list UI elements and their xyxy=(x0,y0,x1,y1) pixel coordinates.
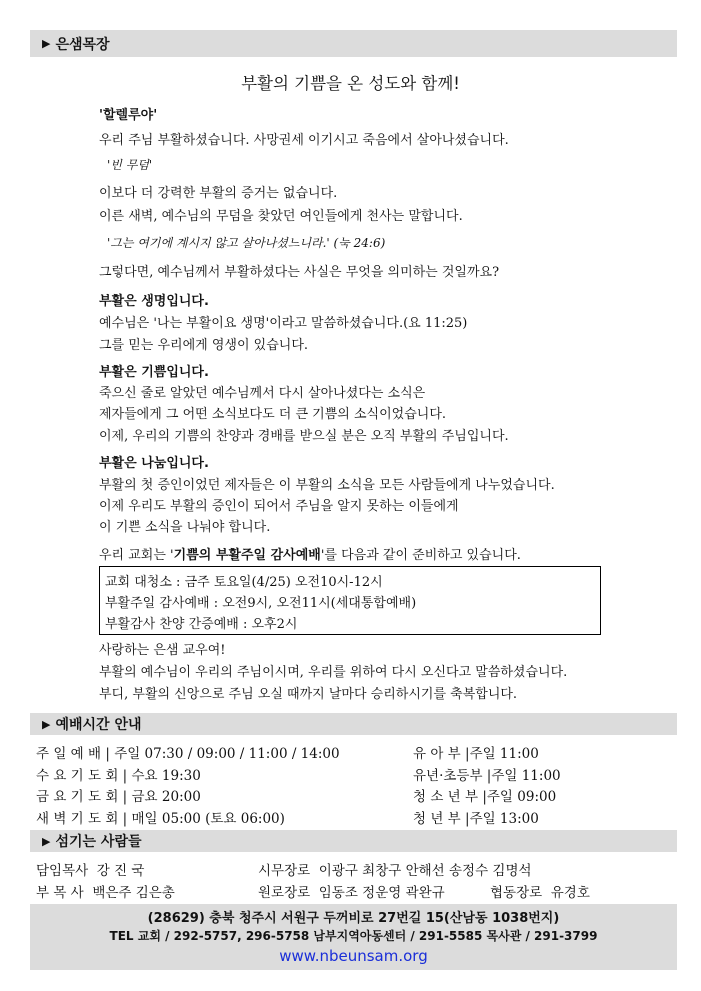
section-title: 예배시간 안내 xyxy=(55,717,142,733)
worship-row: 주 일 예 배 | 주일 07:30 / 09:00 / 11:00 / 14:00 xyxy=(36,746,340,762)
point-line: 죽으신 줄로 알았던 예수님께서 다시 살아나셨다는 소식은 xyxy=(99,386,426,401)
section-title: 섬기는 사람들 xyxy=(55,834,142,850)
staff-associate: 부 목 사 백은주 김은총 xyxy=(36,885,175,901)
intro-line: 이보다 더 강력한 부활의 증거는 없습니다. xyxy=(99,186,338,201)
intro-line: 우리 주님 부활하셨습니다. 사망권세 이기시고 죽음에서 살아나셨습니다. xyxy=(99,133,509,148)
intro-question: 그렇다면, 예수님께서 부활하셨다는 사실은 무엇을 의미하는 것일까요? xyxy=(99,265,500,280)
empty-tomb-heading: '빈 무덤' xyxy=(107,158,153,172)
staff-pastor: 담임목사 강 진 국 xyxy=(36,863,145,879)
point-heading: 부활은 나눔입니다. xyxy=(99,456,209,471)
section-header-eunsam xyxy=(30,30,677,57)
closing-line: 부디, 부활의 신앙으로 주님 오실 때까지 날마다 승리하시기를 축복합니다. xyxy=(99,687,518,702)
worship-row: 청 소 년 부 |주일 09:00 xyxy=(413,789,557,805)
point-line: 이 기쁜 소식을 나눠야 합니다. xyxy=(99,520,271,535)
section-title: 은샘목장 xyxy=(55,36,110,53)
hallelujah-heading: '할렐루야' xyxy=(99,108,158,123)
point-line: 이제, 우리의 기쁨의 찬양과 경배를 받으실 분은 오직 부활의 주님입니다. xyxy=(99,429,509,444)
worship-row: 유년·초등부 |주일 11:00 xyxy=(413,768,561,784)
prep-line: 우리 교회는 '기쁨의 부활주일 감사예배'를 다음과 같이 준비하고 있습니다. xyxy=(99,548,521,563)
box-line: 부활주일 감사예배 : 오전9시, 오전11시(세대통합예배) xyxy=(105,596,417,611)
scripture-quote: '그는 여기에 계시지 않고 살아나셨느니라.' (눅 24:6) xyxy=(107,236,386,250)
intro-line: 이른 새벽, 예수님의 무덤을 찾았던 여인들에게 천사는 말합니다. xyxy=(99,209,463,224)
page-title: 부활의 기쁨을 온 성도와 함께! xyxy=(241,74,460,93)
staff-elders: 시무장로 이광구 최창구 안해선 송정수 김명석 xyxy=(258,863,532,879)
point-line: 부활의 첫 증인이었던 제자들은 이 부활의 소식을 모든 사람들에게 나누었습니다. xyxy=(99,478,555,493)
section-header-worship xyxy=(30,713,677,735)
box-line: 교회 대청소 : 금주 토요일(4/25) 오전10시-12시 xyxy=(105,575,383,590)
point-line: 그를 믿는 우리에게 영생이 있습니다. xyxy=(99,338,309,353)
point-line: 제자들에게 그 어떤 소식보다도 더 큰 기쁨의 소식이었습니다. xyxy=(99,407,447,422)
worship-row: 청 년 부 |주일 13:00 xyxy=(413,811,539,827)
section-header-staff xyxy=(30,830,677,852)
church-phone: TEL 교회 / 292-5757, 296-5758 남부지역아동센터 / 291-5585 목사관 / 291-3799 xyxy=(109,929,598,943)
triangle-icon: ▶ xyxy=(42,37,51,50)
church-address: (28629) 충북 청주시 서원구 두꺼비로 27번길 15(산남동 1038번지) xyxy=(147,911,560,926)
worship-row: 금 요 기 도 회 | 금요 20:00 xyxy=(36,789,201,805)
triangle-icon: ▶ xyxy=(42,834,51,848)
worship-row: 유 아 부 |주일 11:00 xyxy=(413,746,539,762)
staff-emeritus: 원로장로 임동조 정운영 곽완규 xyxy=(258,885,445,901)
closing-line: 사랑하는 은샘 교우여! xyxy=(99,643,226,658)
box-line: 부활감사 찬양 간증예배 : 오후2시 xyxy=(105,617,298,632)
point-line: 예수님은 '나는 부활이요 생명'이라고 말씀하셨습니다.(요 11:25) xyxy=(99,316,468,331)
staff-coop: 협동장로 유경호 xyxy=(490,885,590,901)
footer xyxy=(30,904,677,970)
point-heading: 부활은 기쁨입니다. xyxy=(99,365,209,380)
worship-row: 새 벽 기 도 회 | 매일 05:00 (토요 06:00) xyxy=(36,811,285,827)
website-link[interactable]: www.nbeunsam.org xyxy=(279,947,428,965)
closing-line: 부활의 예수님이 우리의 주님이시며, 우리를 위하여 다시 오신다고 말씀하셨습니다. xyxy=(99,665,568,680)
worship-row: 수 요 기 도 회 | 수요 19:30 xyxy=(36,768,201,784)
point-line: 이제 우리도 부활의 증인이 되어서 주님을 알지 못하는 이들에게 xyxy=(99,499,459,514)
prep-bold: 기쁨의 부활주일 감사예배 xyxy=(173,548,321,563)
event-schedule-box xyxy=(99,566,601,635)
point-heading: 부활은 생명입니다. xyxy=(99,294,209,309)
triangle-icon: ▶ xyxy=(42,717,51,731)
